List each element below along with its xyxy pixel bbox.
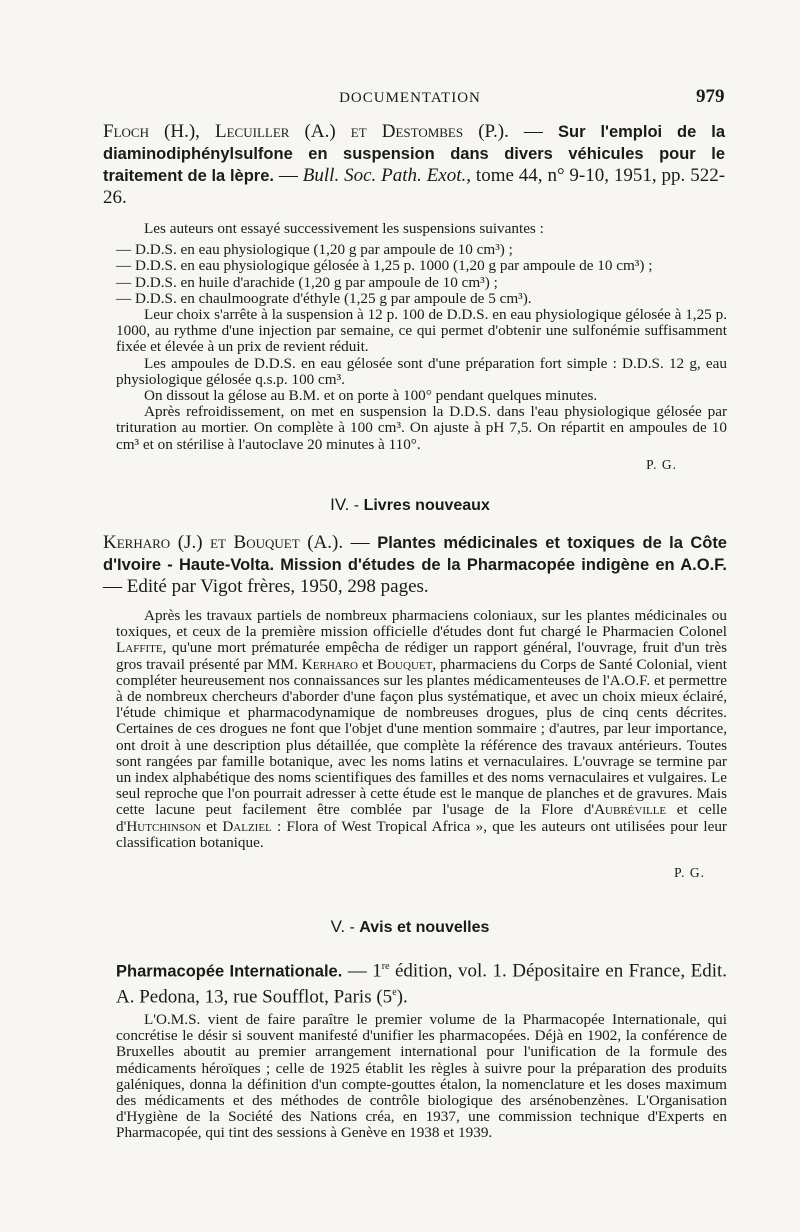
entry-2-dash: — [343, 532, 378, 553]
entry-2-text: et celle d' [116, 801, 728, 835]
section-iv-separator: - [349, 497, 364, 514]
name-hutchinson: Hutchinson [126, 817, 201, 835]
entry-3-dash: — [342, 960, 373, 982]
entry-3-edition-number: 1 [372, 960, 382, 982]
entry-3-details-end: ). [396, 986, 408, 1008]
entry-2-heading [103, 532, 727, 597]
entry-3-edition-suffix: re [381, 961, 390, 972]
entry-3-title: Pharmacopée Internationale. [116, 962, 343, 981]
running-header: DOCUMENTATION [339, 90, 481, 106]
list-item: — D.D.S. en eau physiologique gélosée à 1,25 p. 1000 (1,20 g par ampoule de 10 cm³) ; [116, 257, 653, 275]
list-item: — D.D.S. en chaulmoograte d'éthyle (1,25 g par ampoule de 5 cm³). [116, 289, 532, 307]
entry-1-body [116, 221, 727, 473]
suspension-list [116, 242, 727, 307]
entry-1-paragraph: Les ampoules de D.D.S. en eau gélosée sont d'une préparation fort simple : D.D.S. 12 g, eau physiologique gélosée q.s.p. 100 cm³. [116, 354, 727, 388]
entry-2-text: : Flora of West Tropical Africa », que les auteurs ont utilisées pour leur classification botanique. [116, 817, 727, 851]
section-v-number: V. [330, 917, 346, 936]
name-aubreville: Aubréville [594, 801, 667, 819]
entry-2-details: — Edité par Vigot frères, 1950, 298 pages. [103, 576, 429, 597]
entry-2-paragraph [116, 608, 727, 851]
entry-3-paragraph: L'O.M.S. vient de faire paraître le premier volume de la Pharmacopée Internationale, qui concrétise le désir si souvent manifesté d'unifier les pharmacopées. Déjà en 1902, la conférence de Bruxelles aboutit au premier arrangement international pour l'unification de la formule des médicaments héroïques ; celle de 1925 établit les règles à suivre pour la préparation des produits galéniques, donna la définition d'un compte-gouttes étalon, la nomenclature et les doses maximum des médicaments et des méthodes de contrôle biologique des arsénobenzènes. L'Organisation d'Hygiène de la Société des Nations créa, en 1937, une commission technique d'Experts en Pharmacopée, qui tint des sessions à Genève en 1938 et 1939. [116, 1011, 727, 1142]
entry-2-text: Après les travaux partiels de nombreux pharmaciens coloniaux, sur les plantes médicinales ou toxiques, et ceux de la première mission officielle d'études dont fut chargé le Pharmacien Colonel [116, 607, 727, 641]
entry-1-details: tome 44, n° 9-10, 1951, pp. 522-26. [103, 165, 726, 208]
entry-3-heading [116, 956, 727, 1008]
entry-1-paragraph: Après refroidissement, on met en suspension la D.D.S. dans l'eau physiologique gélosée par trituration au mortier. On complète à 100 cm³. On ajuste à pH 7,5. On répartit en ampoules de 10 cm³ et on stérilise à l'autoclave 20 minutes à 110°. [116, 403, 727, 453]
entry-1-heading: Floch (H.), Lecuiller (A.) et Destombes (P.). — Sur l'emploi de la diaminodiphénylsulfone en suspension dans divers véhicules pour le traitement de la lèpre. — Bull. Soc. Path. Exot., tome 44, n° 9-10, 1951, pp. 522-26. [103, 121, 726, 208]
entry-1-title: Sur l'emploi de la diaminodiphénylsulfone en suspension dans divers véhicules pour le traitement de la lèpre. [103, 123, 725, 185]
entry-1-authors: Floch (H.), Lecuiller (A.) et Destombes (P.). [103, 121, 509, 142]
entry-2-authors: Kerharo (J.) et Bouquet (A.). [103, 532, 344, 553]
section-iv-title: Livres nouveaux [363, 497, 490, 514]
entry-1-intro: Les auteurs ont essayé successivement les suspensions suivantes : [144, 220, 544, 237]
entry-2-text: , pharmaciens du Corps de Santé Colonial, vient compléter heureusement nos connaissances sur les plantes médicamenteuses de l'A.O.F. et permettre à de nombreux chercheurs d'aborder d'une façon plus systématique, et avec un choix mieux éclairé, l'étude chimique et pharmacodynamique de nombreuses drogues, plus de cinq cents décrites. Certaines de ces drogues ne font que l'objet d'une mention sommaire ; d'autres, par leur importance, ont droit à une description plus détaillée, que complète la référence des travaux antérieurs. Toutes sont rangées par famille botanique, avec les noms latins et vernaculaires. L'ouvrage se termine par un index alphabétique des noms scientifiques des familles et des noms vernaculaires et vulgaires. Le seul reproche que l'on pourrait adresser à cette étude est le manque de planches et de gravures. Mais cette lacune peut facilement être comblée par l'usage de la Flore d' [116, 655, 727, 819]
list-item: — D.D.S. en eau physiologique (1,20 g par ampoule de 10 cm³) ; [116, 241, 513, 259]
entry-1-signoff: P. G. [646, 456, 677, 472]
name-laffite: Laffite [116, 639, 163, 657]
page-number: 979 [696, 86, 725, 107]
entry-2-text: , qu'une mort prématurée empêcha de rédiger un rapport général, l'ouvrage, fruit d'un très gros travail présenté par MM. [116, 639, 727, 673]
section-iv-number: IV. [330, 495, 350, 514]
entry-1-paragraph: Leur choix s'arrête à la suspension à 12 p. 100 de D.D.S. en eau physiologique gélosée à 1,25 p. 1000, au rythme d'une injection par semaine, ce qui permet d'obtenir une sulfonémie suffisamment fixée et élevée à un prix de revient réduit. [116, 306, 727, 356]
section-v-title: Avis et nouvelles [359, 919, 490, 936]
entry-1-journal: Bull. Soc. Path. Exot., [302, 165, 472, 186]
name-dalziel: Dalziel [222, 817, 272, 835]
entry-2-text: et [358, 655, 377, 673]
entry-3-details: édition, vol. 1. Dépositaire en France, Edit. A. Pedona, 13, rue Soufflot, Paris (5 [116, 960, 728, 1008]
entry-2-title: Plantes médicinales et toxiques de la Côte d'Ivoire - Haute-Volta. Mission d'études de la Pharmacopée indigène en A.O.F. [103, 534, 727, 574]
name-kerharo: Kerharo [301, 655, 358, 673]
list-item: — D.D.S. en huile d'arachide (1,20 g par ampoule de 10 cm³) ; [116, 273, 498, 291]
entry-1-paragraph: On dissout la gélose au B.M. et on porte à 100° pendant quelques minutes. [144, 387, 598, 405]
entry-2-body [116, 608, 727, 881]
entry-1-dash: — [508, 121, 559, 142]
entry-2-signoff: P. G. [674, 865, 705, 881]
name-bouquet: Bouquet [376, 655, 433, 673]
section-v-separator: - [345, 919, 360, 936]
entry-3-arrondissement-suffix: e [392, 987, 397, 999]
entry-3-body [116, 1012, 727, 1142]
section-v-heading [0, 917, 800, 937]
entry-2-text: et [200, 817, 223, 835]
section-iv-heading [0, 495, 800, 515]
